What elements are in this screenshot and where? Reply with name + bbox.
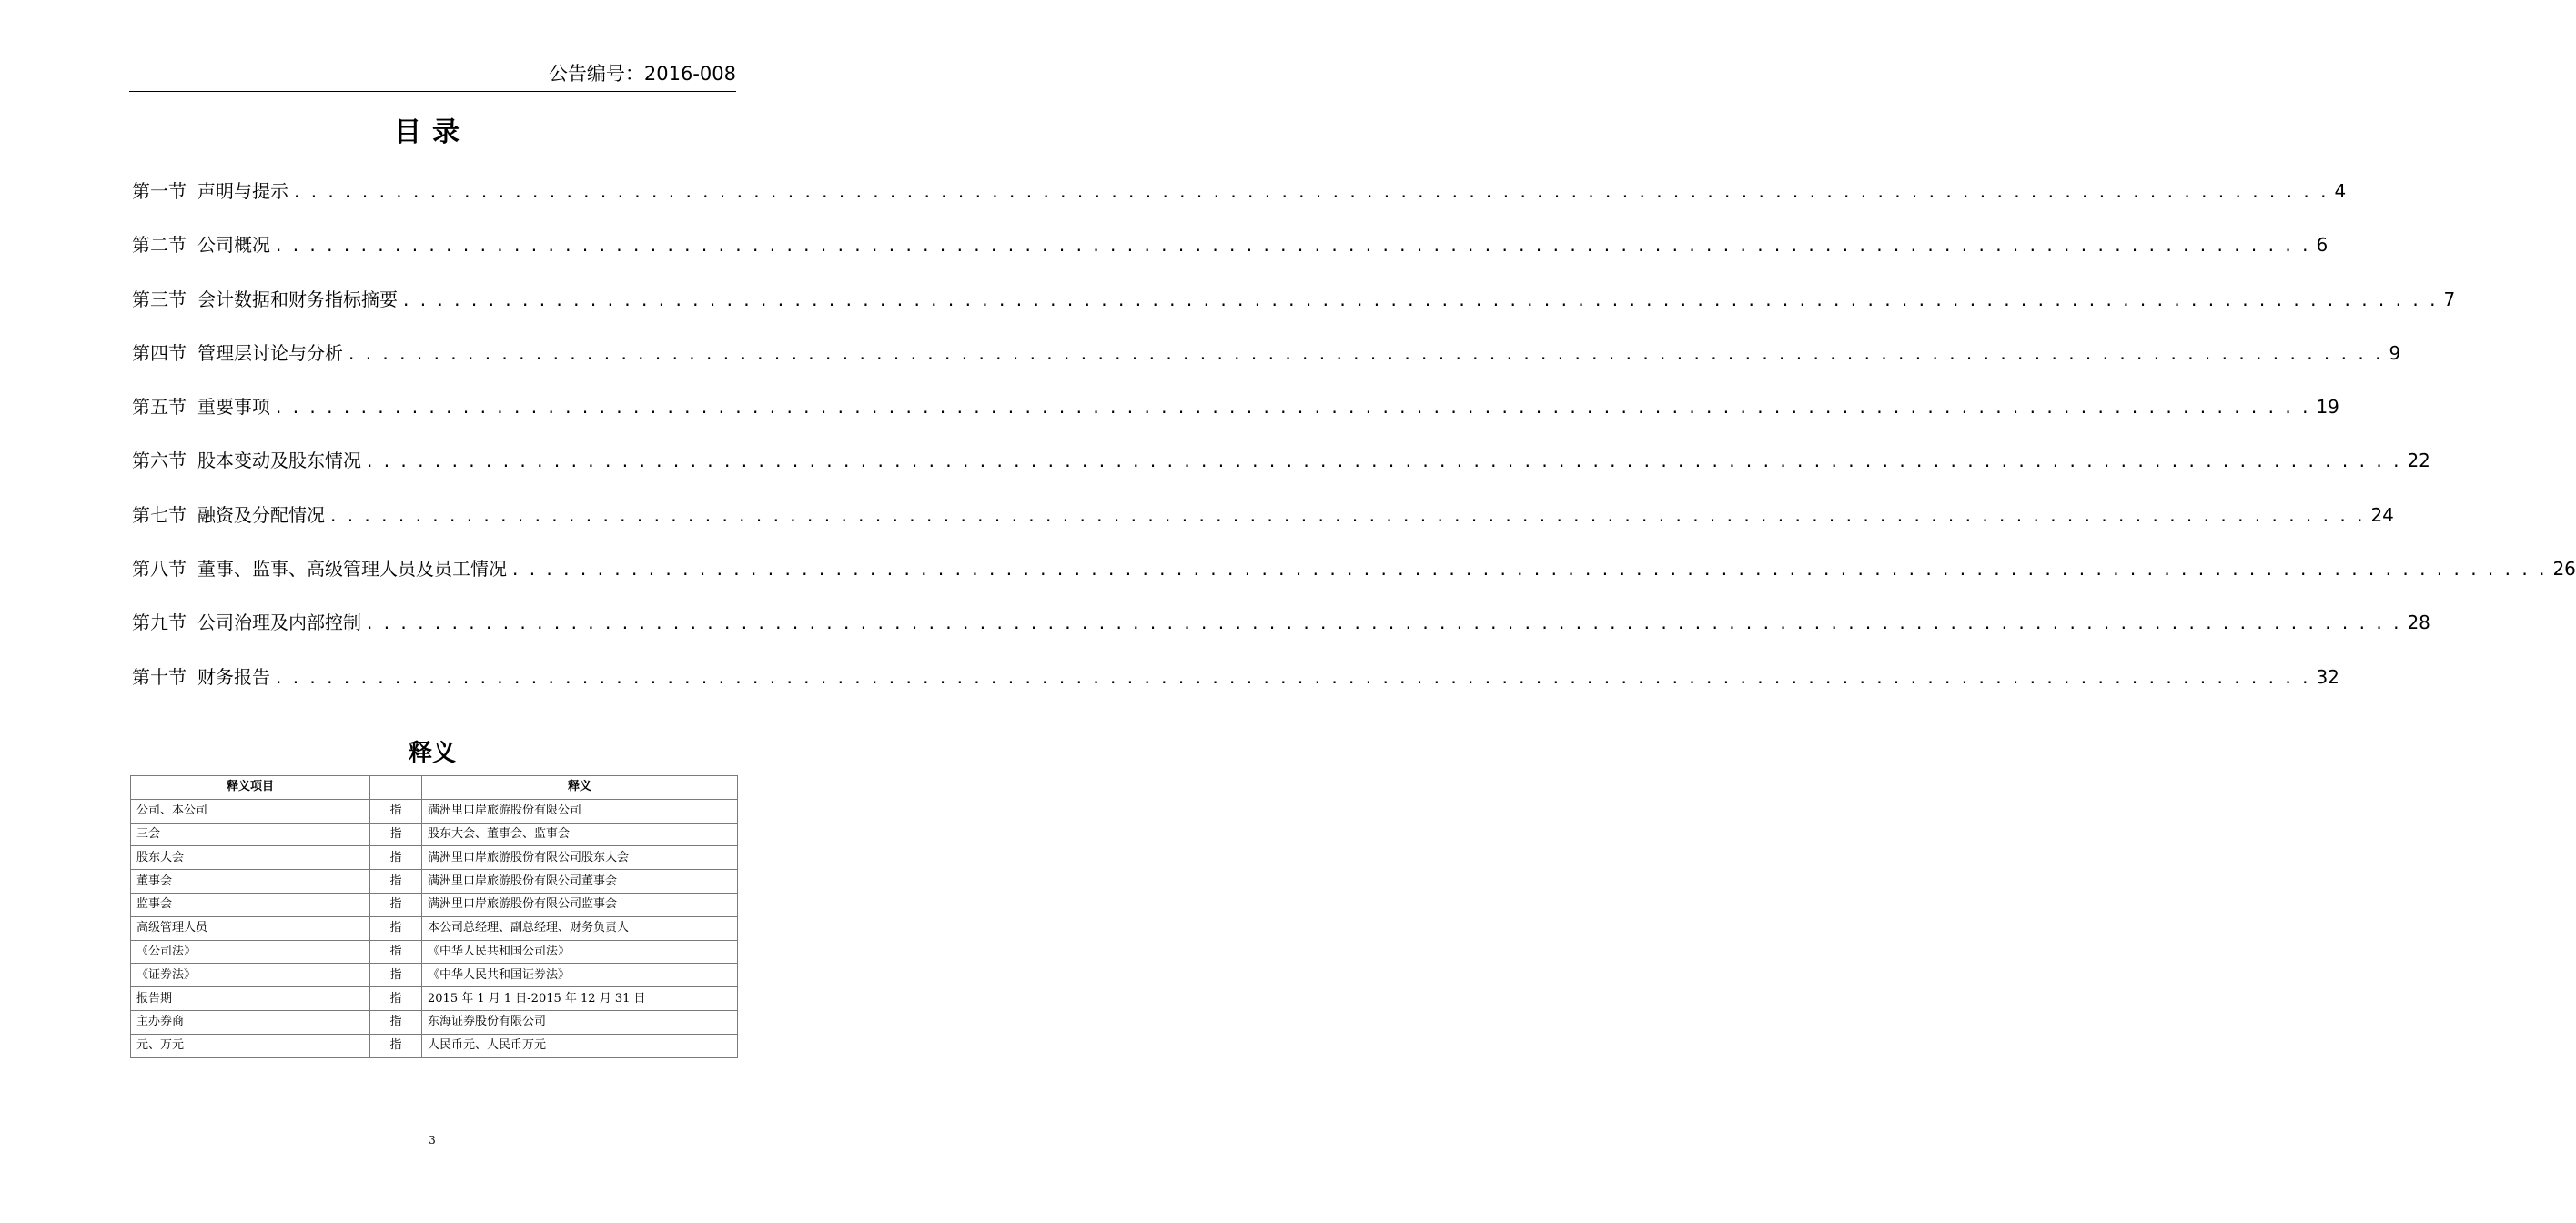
toc-section-number: 第二节 <box>132 234 187 257</box>
notice-number: 公告编号：2016-008 <box>129 60 736 92</box>
table-row <box>131 823 738 846</box>
definition-refers: 指 <box>370 1010 422 1034</box>
toc-page-number: 7 <box>2443 288 2456 310</box>
table-row <box>131 846 738 870</box>
toc-section-number: 第一节 <box>132 180 187 202</box>
header-meaning: 释义 <box>422 776 738 800</box>
page-number: 3 <box>429 1134 436 1147</box>
definition-meaning: 《中华人民共和国公司法》 <box>422 940 738 964</box>
definition-term: 股东大会 <box>131 846 370 870</box>
toc-page-number: 4 <box>2334 180 2347 202</box>
toc-leader-dots: . . . . . . . . . . . . . . . . . . . . . . . . . . . . . . . . . . . . . . . . . . . . . . . . . . . . . . . . . . . . . . . . . . . . . . . . . . . . . . . . . . . . . . . . . . . . . . . . . . . . . . . . . . . . . . . . . . . . . . . . <box>276 234 2311 257</box>
definition-refers: 指 <box>370 893 422 916</box>
toc-leader-dots: . . . . . . . . . . . . . . . . . . . . . . . . . . . . . . . . . . . . . . . . . . . . . . . . . . . . . . . . . . . . . . . . . . . . . . . . . . . . . . . . . . . . . . . . . . . . . . . . . . . . . . . . . . . . . . . . . . . . . . . . <box>512 558 2548 581</box>
toc-entry[interactable] <box>132 657 2339 711</box>
toc-leader-dots: . . . . . . . . . . . . . . . . . . . . . . . . . . . . . . . . . . . . . . . . . . . . . . . . . . . . . . . . . . . . . . . . . . . . . . . . . . . . . . . . . . . . . . . . . . . . . . . . . . . . . . . . . . . . . . . . . . . . . . . . <box>276 396 2311 419</box>
definition-term: 董事会 <box>131 870 370 894</box>
definition-term: 元、万元 <box>131 1034 370 1057</box>
toc-entry[interactable] <box>132 225 2329 278</box>
table-of-contents <box>132 171 2576 711</box>
toc-section-title: 重要事项 <box>197 396 270 419</box>
toc-section-number: 第九节 <box>132 612 187 634</box>
toc-section-title: 融资及分配情况 <box>197 503 325 526</box>
toc-leader-dots: . . . . . . . . . . . . . . . . . . . . . . . . . . . . . . . . . . . . . . . . . . . . . . . . . . . . . . . . . . . . . . . . . . . . . . . . . . . . . . . . . . . . . . . . . . . . . . . . . . . . . . . . . . . . . . . . . . . . . . . . <box>349 341 2384 364</box>
toc-section-title: 股本变动及股东情况 <box>197 450 361 472</box>
definition-meaning: 满洲里口岸旅游股份有限公司董事会 <box>422 870 738 894</box>
definition-meaning: 股东大会、董事会、监事会 <box>422 823 738 846</box>
toc-leader-dots: . . . . . . . . . . . . . . . . . . . . . . . . . . . . . . . . . . . . . . . . . . . . . . . . . . . . . . . . . . . . . . . . . . . . . . . . . . . . . . . . . . . . . . . . . . . . . . . . . . . . . . . . . . . . . . . . . . . . . . . . <box>330 503 2366 526</box>
toc-entry[interactable] <box>132 495 2394 549</box>
definition-meaning: 《中华人民共和国证券法》 <box>422 964 738 987</box>
toc-section-number: 第八节 <box>132 558 187 581</box>
toc-section-title: 管理层讨论与分析 <box>197 341 343 364</box>
table-row <box>131 916 738 940</box>
definition-term: 报告期 <box>131 987 370 1011</box>
toc-page-number: 28 <box>2407 612 2430 634</box>
toc-page-number: 19 <box>2316 396 2339 419</box>
toc-page-number: 26 <box>2552 558 2576 581</box>
definition-meaning: 本公司总经理、副总经理、财务负责人 <box>422 916 738 940</box>
toc-page-number: 32 <box>2316 665 2339 688</box>
header-term: 释义项目 <box>131 776 370 800</box>
toc-section-title: 公司治理及内部控制 <box>197 612 361 634</box>
toc-page-number: 22 <box>2407 450 2430 472</box>
table-row <box>131 1034 738 1057</box>
table-row <box>131 964 738 987</box>
definition-term: 三会 <box>131 823 370 846</box>
toc-page-number: 24 <box>2370 503 2394 526</box>
toc-section-number: 第十节 <box>132 665 187 688</box>
toc-entry[interactable] <box>132 279 2456 333</box>
toc-title: 目录 <box>394 116 470 148</box>
definition-refers: 指 <box>370 870 422 894</box>
table-row <box>131 893 738 916</box>
toc-section-number: 第六节 <box>132 450 187 472</box>
toc-section-number: 第四节 <box>132 341 187 364</box>
table-row <box>131 1010 738 1034</box>
toc-section-title: 声明与提示 <box>197 180 288 202</box>
toc-section-title: 财务报告 <box>197 665 270 688</box>
toc-entry[interactable] <box>132 602 2430 656</box>
header-refers <box>370 776 422 800</box>
definition-refers: 指 <box>370 823 422 846</box>
definition-meaning: 满洲里口岸旅游股份有限公司监事会 <box>422 893 738 916</box>
toc-page-number: 6 <box>2316 234 2329 257</box>
toc-leader-dots: . . . . . . . . . . . . . . . . . . . . . . . . . . . . . . . . . . . . . . . . . . . . . . . . . . . . . . . . . . . . . . . . . . . . . . . . . . . . . . . . . . . . . . . . . . . . . . . . . . . . . . . . . . . . . . . . . . . . . . . . <box>367 612 2402 634</box>
definitions-header-row <box>131 776 738 800</box>
definition-refers: 指 <box>370 1034 422 1057</box>
toc-leader-dots: . . . . . . . . . . . . . . . . . . . . . . . . . . . . . . . . . . . . . . . . . . . . . . . . . . . . . . . . . . . . . . . . . . . . . . . . . . . . . . . . . . . . . . . . . . . . . . . . . . . . . . . . . . . . . . . . . . . . . . . . <box>367 450 2402 472</box>
definition-refers: 指 <box>370 987 422 1011</box>
definition-refers: 指 <box>370 799 422 823</box>
definition-refers: 指 <box>370 916 422 940</box>
toc-section-title: 会计数据和财务指标摘要 <box>197 288 398 310</box>
definition-meaning: 满洲里口岸旅游股份有限公司股东大会 <box>422 846 738 870</box>
definition-term: 高级管理人员 <box>131 916 370 940</box>
definition-term: 监事会 <box>131 893 370 916</box>
table-row <box>131 870 738 894</box>
toc-entry[interactable] <box>132 171 2347 225</box>
definition-refers: 指 <box>370 964 422 987</box>
definition-meaning: 东海证券股份有限公司 <box>422 1010 738 1034</box>
toc-section-title: 公司概况 <box>197 234 270 257</box>
definition-meaning: 2015 年 1 月 1 日-2015 年 12 月 31 日 <box>422 987 738 1011</box>
definition-refers: 指 <box>370 846 422 870</box>
definition-term: 公司、本公司 <box>131 799 370 823</box>
definition-term: 《证券法》 <box>131 964 370 987</box>
toc-entry[interactable] <box>132 333 2401 387</box>
definition-meaning: 满洲里口岸旅游股份有限公司 <box>422 799 738 823</box>
toc-section-number: 第五节 <box>132 396 187 419</box>
definition-term: 《公司法》 <box>131 940 370 964</box>
toc-entry[interactable] <box>132 549 2576 602</box>
definition-term: 主办券商 <box>131 1010 370 1034</box>
toc-leader-dots: . . . . . . . . . . . . . . . . . . . . . . . . . . . . . . . . . . . . . . . . . . . . . . . . . . . . . . . . . . . . . . . . . . . . . . . . . . . . . . . . . . . . . . . . . . . . . . . . . . . . . . . . . . . . . . . . . . . . . . . . <box>403 288 2439 310</box>
toc-leader-dots: . . . . . . . . . . . . . . . . . . . . . . . . . . . . . . . . . . . . . . . . . . . . . . . . . . . . . . . . . . . . . . . . . . . . . . . . . . . . . . . . . . . . . . . . . . . . . . . . . . . . . . . . . . . . . . . . . . . . . . . . <box>276 665 2311 688</box>
definitions-table <box>130 775 738 1058</box>
table-row <box>131 987 738 1011</box>
definition-meaning: 人民币元、人民币万元 <box>422 1034 738 1057</box>
definitions-title: 释义 <box>408 740 456 767</box>
toc-page-number: 9 <box>2389 341 2401 364</box>
definition-refers: 指 <box>370 940 422 964</box>
table-row <box>131 799 738 823</box>
toc-section-number: 第七节 <box>132 503 187 526</box>
table-row <box>131 940 738 964</box>
toc-entry[interactable] <box>132 440 2430 494</box>
toc-section-number: 第三节 <box>132 288 187 310</box>
toc-section-title: 董事、监事、高级管理人员及员工情况 <box>197 558 507 581</box>
toc-entry[interactable] <box>132 387 2339 440</box>
toc-leader-dots: . . . . . . . . . . . . . . . . . . . . . . . . . . . . . . . . . . . . . . . . . . . . . . . . . . . . . . . . . . . . . . . . . . . . . . . . . . . . . . . . . . . . . . . . . . . . . . . . . . . . . . . . . . . . . . . . . . . . . . . . <box>294 180 2329 202</box>
